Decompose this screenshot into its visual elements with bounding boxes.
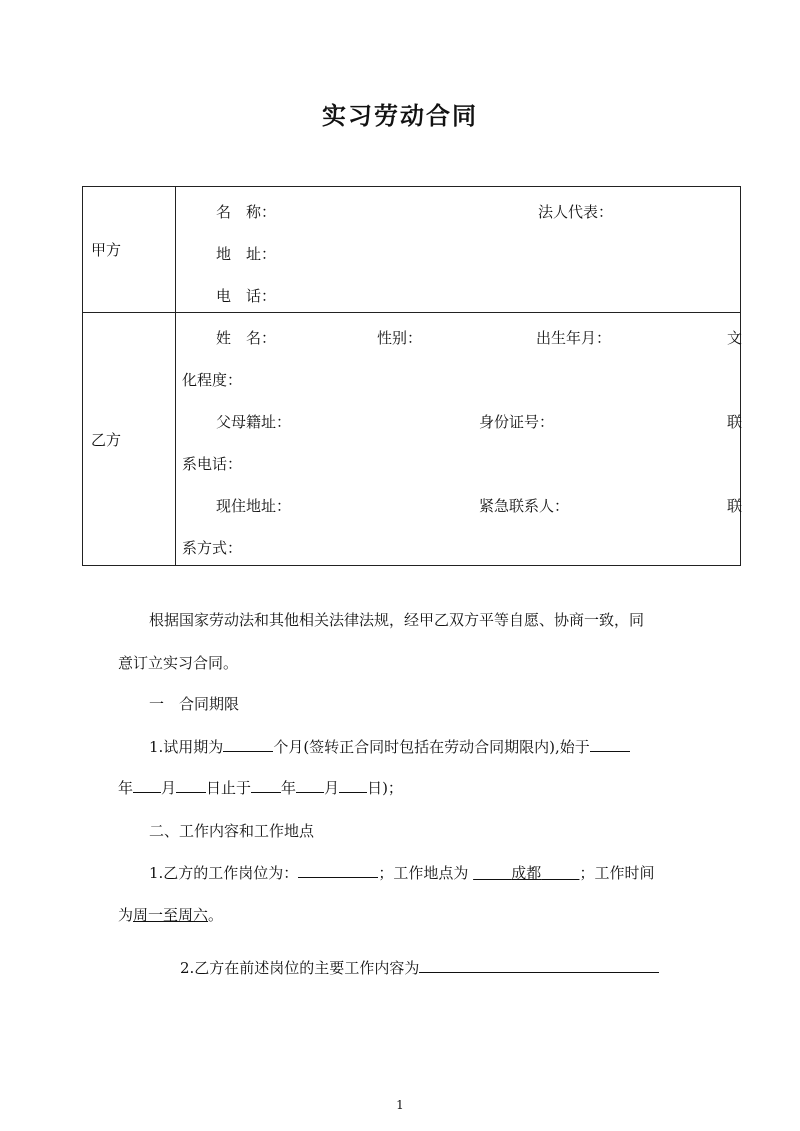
trial-period-line xyxy=(149,736,630,757)
trial-dates-line xyxy=(118,777,403,798)
party-b-method-part2: 系方式： xyxy=(182,539,243,557)
job-content-blank[interactable] xyxy=(419,958,659,973)
date-month-2: 月 xyxy=(324,779,340,797)
party-b-gender-label: 性别： xyxy=(377,329,423,347)
end-year-blank[interactable] xyxy=(251,778,281,793)
party-b-current-address-label: 现住地址： xyxy=(216,497,292,515)
party-b-edu-part1: 文 xyxy=(727,329,743,347)
party-b-birth-label: 出生年月： xyxy=(536,329,612,347)
date-end: 日)； xyxy=(367,779,403,797)
party-b-contact-part1: 联 xyxy=(727,413,743,431)
party-b-contact-part2: 系电话： xyxy=(182,455,243,473)
party-a-row xyxy=(83,187,741,313)
section-2-title: 二、工作内容和工作地点 xyxy=(149,822,315,840)
job-content-line xyxy=(180,957,659,978)
date-year-1: 年 xyxy=(118,779,134,797)
time-suffix: 。 xyxy=(208,906,224,924)
party-b-details xyxy=(176,313,741,566)
party-b-label: 乙方 xyxy=(83,313,176,566)
party-b-emergency-contact-label: 紧急联系人： xyxy=(479,497,570,515)
party-b-method-part1: 联 xyxy=(727,497,743,515)
trial-mid: 个月(签转正合同时包括在劳动合同期限内),始于 xyxy=(273,738,590,756)
end-day-blank[interactable] xyxy=(339,778,367,793)
job-location-label: ；工作地点为 xyxy=(378,864,469,882)
date-day-until: 日止于 xyxy=(206,779,252,797)
party-a-name-label: 名 称： xyxy=(216,203,277,221)
party-a-legal-rep-label: 法人代表： xyxy=(538,203,614,221)
start-month-blank[interactable] xyxy=(133,778,161,793)
job-position-blank[interactable] xyxy=(298,863,378,878)
party-b-name-label: 姓 名： xyxy=(216,329,277,347)
party-a-label: 甲方 xyxy=(83,187,176,313)
party-b-row xyxy=(83,313,741,566)
party-a-address-label: 地 址： xyxy=(216,245,277,263)
intro-line-2: 意订立实习合同。 xyxy=(118,654,239,672)
party-b-parents-address-label: 父母籍址： xyxy=(216,413,292,431)
work-time-value: 周一至周六 xyxy=(133,906,209,924)
job-time-label: ；工作时间 xyxy=(579,864,655,882)
date-month-1: 月 xyxy=(161,779,177,797)
party-b-id-label: 身份证号： xyxy=(479,413,555,431)
end-month-blank[interactable] xyxy=(296,778,324,793)
job-location-value xyxy=(473,864,579,882)
intro-line-1: 根据国家劳动法和其他相关法律法规，经甲乙双方平等自愿、协商一致，同 xyxy=(149,611,645,629)
party-a-details xyxy=(176,187,741,313)
trial-prefix: 1.试用期为 xyxy=(149,738,224,756)
section-1-title: 一 合同期限 xyxy=(149,695,240,713)
page-number: 1 xyxy=(396,1098,404,1112)
date-year-2: 年 xyxy=(281,779,297,797)
document-title: 实习劳动合同 xyxy=(322,101,478,130)
start-day-blank[interactable] xyxy=(176,778,206,793)
party-info-table xyxy=(82,186,741,566)
party-b-edu-part2: 化程度： xyxy=(182,371,243,389)
job-location-text: 成都 xyxy=(511,864,542,882)
work-time-line xyxy=(118,904,223,925)
trial-months-blank[interactable] xyxy=(223,737,273,752)
time-prefix: 为 xyxy=(118,906,134,924)
party-a-phone-label: 电 话： xyxy=(216,287,277,305)
start-year-blank[interactable] xyxy=(590,737,630,752)
job-prefix: 1.乙方的工作岗位为： xyxy=(149,864,299,882)
job-position-line xyxy=(149,862,654,883)
content-prefix: 2.乙方在前述岗位的主要工作内容为 xyxy=(180,959,420,977)
